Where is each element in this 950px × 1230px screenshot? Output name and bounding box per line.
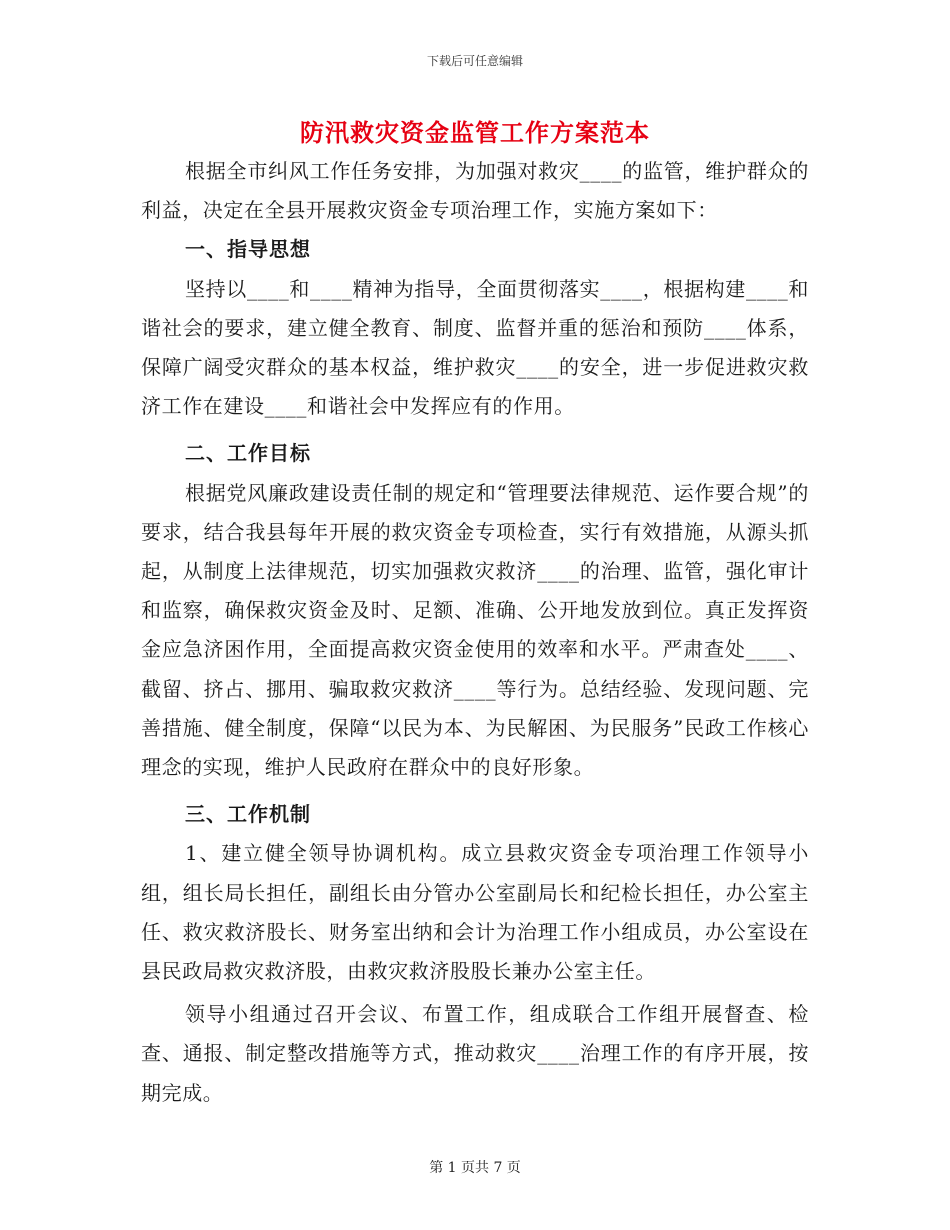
guiding-ideology-paragraph: 坚持以____和____精神为指导，全面贯彻落实____，根据构建____和谐社会的要求，建立健全教育、制度、监督并重的惩治和预防____体系，保障广阔受灾群众的基本权益，维护救灾____的安全，进一步促进救灾救济工作在建设____和谐社会中发挥应有的作用。	[141, 276, 809, 419]
section-heading-work-mechanism: 三、工作机制	[185, 802, 311, 827]
section-heading-work-goals: 二、工作目标	[185, 441, 311, 466]
work-mechanism-paragraph-2: 领导小组通过召开会议、布置工作，组成联合工作组开展督查、检查、通报、制定整改措施等方式，推动救灾____治理工作的有序开展，按期完成。	[141, 1002, 809, 1105]
page-header-note: 下载后可任意编辑	[426, 54, 523, 68]
intro-paragraph: 根据全市纠风工作任务安排，为加强对救灾____的监管，维护群众的利益，决定在全县开展救灾资金专项治理工作，实施方案如下：	[141, 159, 809, 223]
document-body	[141, 152, 809, 1113]
section-heading-guiding-ideology: 一、指导思想	[185, 237, 311, 262]
document-title: 防汛救灾资金监管工作方案范本	[300, 118, 650, 147]
work-mechanism-paragraph-1: 1、建立健全领导协调机构。成立县救灾资金专项治理工作领导小组，组长局长担任，副组长由分管办公室副局长和纪检长担任，办公室主任、救灾救济股长、财务室出纳和会计为治理工作小组成员，办公室设在县民政局救灾救济股，由救灾救济股股长兼办公室主任。	[141, 841, 809, 984]
work-goals-paragraph: 根据党风廉政建设责任制的规定和“管理要法律规范、运作要合规”的要求，结合我县每年开展的救灾资金专项检查，实行有效措施，从源头抓起，从制度上法律规范，切实加强救灾救济____的治理、监管，强化审计和监察，确保救灾资金及时、足额、准确、公开地发放到位。真正发挥资金应急济困作用，全面提高救灾资金使用的效率和水平。严肃查处____、截留、挤占、挪用、骗取救灾救济____等行为。总结经验、发现问题、完善措施、健全制度，保障“以民为本、为民解困、为民服务”民政工作核心理念的实现，维护人民政府在群众中的良好形象。	[141, 480, 809, 780]
page-number: 第 1 页共 7 页	[429, 1160, 521, 1176]
